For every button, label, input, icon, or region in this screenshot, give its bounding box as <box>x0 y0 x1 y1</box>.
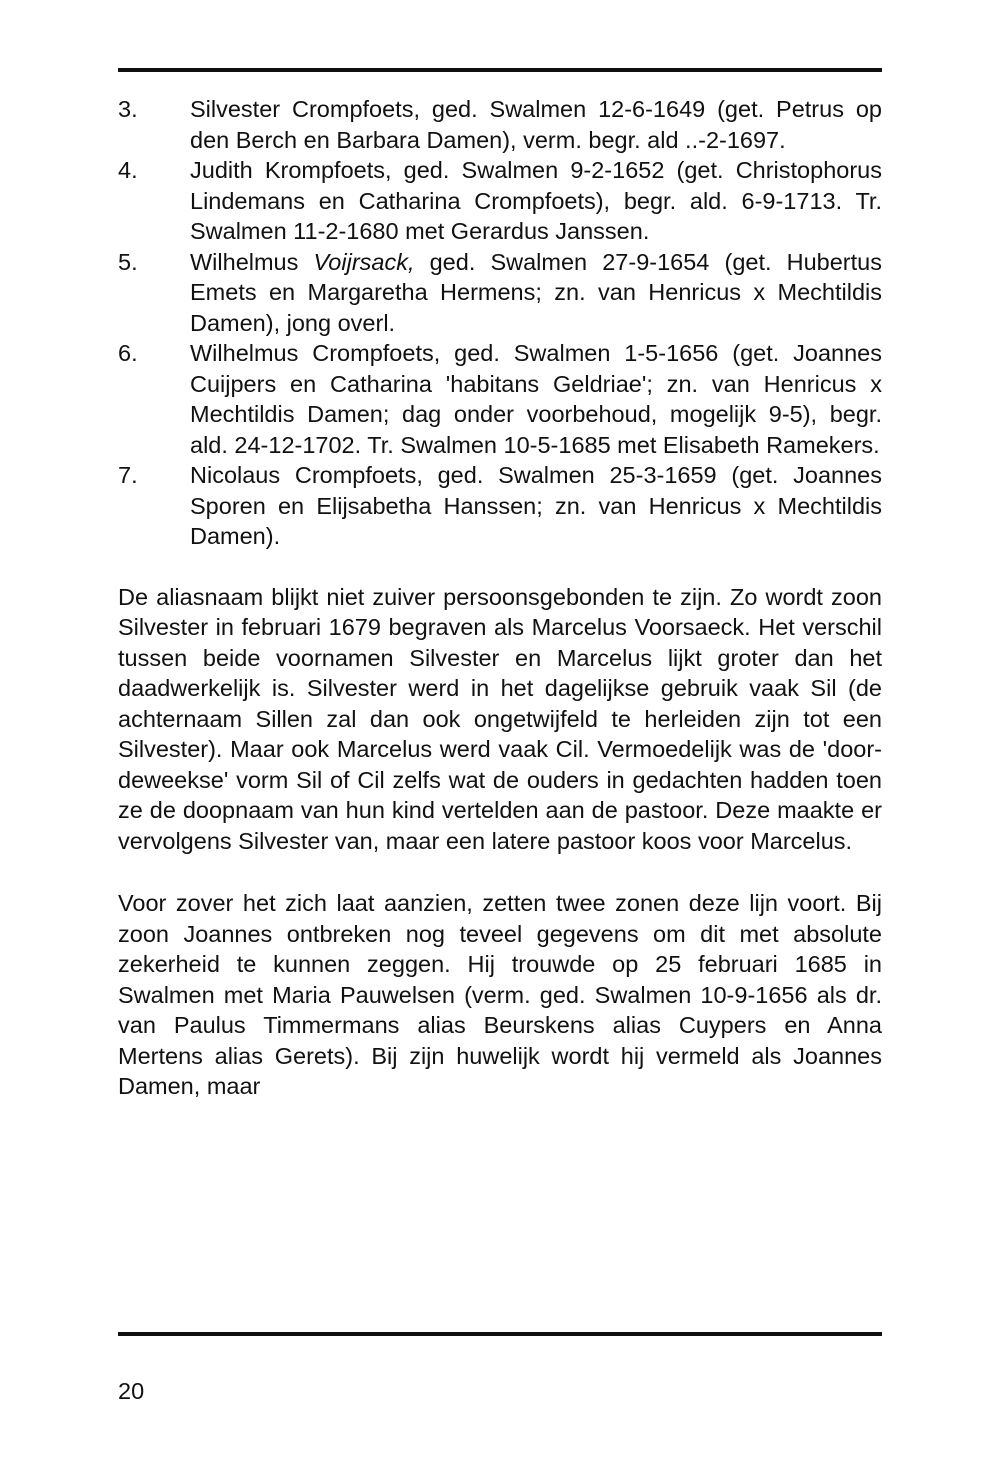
entry-number: 6. <box>118 340 138 366</box>
page-body <box>118 94 882 1102</box>
baptism-entry-list <box>118 94 882 552</box>
entry-text <box>190 247 882 339</box>
entry-text-italic: Voijrsack, <box>313 248 415 275</box>
entry-text-before: Wilhelmus <box>190 248 314 275</box>
entry-number: 5. <box>118 248 138 275</box>
entry-text-after: ged. Swalmen 27-9-1654 (get. Hubertus Emets en Margaretha Hermens; zn. van Henricus x Mechtildis Damen), jong overl. <box>190 248 882 336</box>
top-rule <box>118 68 882 72</box>
list-item <box>118 94 882 155</box>
entry-number: 4. <box>118 157 138 183</box>
list-item <box>118 247 882 339</box>
entry-text: Nicolaus Crompfoets, ged. Swalmen 25-3-1659 (get. Joannes Sporen en Elijsabetha Hanssen; zn. van Henricus x Mechtildis Damen). <box>190 462 882 549</box>
body-paragraph: Voor zover het zich laat aanzien, zetten twee zonen deze lijn voort. Bij zoon Joannes ontbreken nog teveel gegevens om dit met absolute zekerheid te kunnen zeggen. Hij trouwde op 25 februari 1685 in Swalmen met Maria Pauwelsen (verm. ged. Swalmen 10-9-1656 als dr. van Paulus Timmermans alias Beurskens alias Cuypers en Anna Mertens alias Gerets). Bij zijn huwelijk wordt hij vermeld als Joannes Damen, maar <box>118 890 882 1099</box>
bottom-rule <box>118 1332 882 1336</box>
entry-text: Wilhelmus Crompfoets, ged. Swalmen 1-5-1656 (get. Joannes Cuijpers en Catharina 'habitans Geldriae'; zn. van Henricus x Mechtildis Damen; dag onder voorbehoud, mogelijk 9-5), begr. ald. 24-12-1702. Tr. Swalmen 10-5-1685 met Elisabeth Ramekers. <box>190 340 882 458</box>
body-paragraph: De aliasnaam blijkt niet zuiver persoonsgebonden te zijn. Zo wordt zoon Silvester in februari 1679 begraven als Marcelus Voorsaeck. Het verschil tussen beide voornamen Silvester en Marcelus lijkt groter dan het daadwerkelijk is. Silvester werd in het dagelijkse gebruik vaak Sil (de achternaam Sillen zal dan ook ongetwijfeld te herleiden zijn tot een Silvester). Maar ook Marcelus werd vaak Cil. Vermoedelijk was de 'door-deweekse' vorm Sil of Cil zelfs wat de ouders in gedachten hadden toen ze de doopnaam van hun kind vertelden aan de pastoor. Deze maakte er vervolgens Silvester van, maar een latere pastoor koos voor Marcelus. <box>118 583 882 854</box>
list-item <box>118 460 882 552</box>
entry-text: Silvester Crompfoets, ged. Swalmen 12-6-1649 (get. Petrus op den Berch en Barbara Damen), verm. begr. ald ..-2-1697. <box>190 96 882 153</box>
entry-number: 3. <box>118 96 138 122</box>
list-item <box>118 338 882 460</box>
entry-number: 7. <box>118 462 138 488</box>
list-item <box>118 155 882 247</box>
entry-text: Judith Krompfoets, ged. Swalmen 9-2-1652 (get. Christophorus Lindemans en Catharina Crompfoets), begr. ald. 6-9-1713. Tr. Swalmen 11-2-1680 met Gerardus Janssen. <box>190 157 882 244</box>
page-number: 20 <box>118 1378 145 1404</box>
